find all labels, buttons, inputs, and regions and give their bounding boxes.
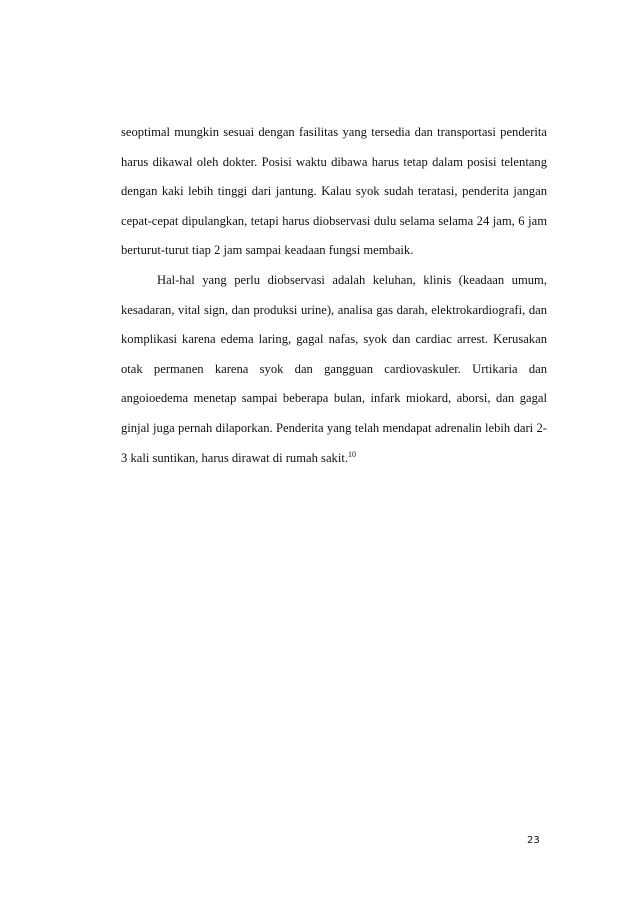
paragraph-2-text: Hal-hal yang perlu diobservasi adalah keluhan, klinis (keadaan umum, kesadaran, vital sign, dan produksi urine), analisa gas darah, elektrokardiografi, dan komplikasi karena edema laring, gagal nafas, syok dan cardiac arrest. Kerusakan otak permanen karena syok dan gangguan cardiovaskuler. Urtikaria dan angoioedema menetap sampai beberapa bulan, infark miokard, aborsi, dan gagal ginjal juga pernah dilaporkan. Penderita yang telah mendapat adrenalin lebih dari 2-3 kali suntikan, harus dirawat di rumah sakit. (121, 272, 547, 465)
page-number: 23 (527, 835, 540, 846)
citation-superscript: 10 (348, 449, 356, 459)
body-text (121, 118, 547, 473)
paragraph-2 (121, 266, 547, 473)
paragraph-1: seoptimal mungkin sesuai dengan fasilitas yang tersedia dan transportasi penderita harus dikawal oleh dokter. Posisi waktu dibawa harus tetap dalam posisi telentang dengan kaki lebih tinggi dari jantung. Kalau syok sudah teratasi, penderita jangan cepat-cepat dipulangkan, tetapi harus diobservasi dulu selama selama 24 jam, 6 jam berturut-turut tiap 2 jam sampai keadaan fungsi membaik. (121, 125, 547, 258)
